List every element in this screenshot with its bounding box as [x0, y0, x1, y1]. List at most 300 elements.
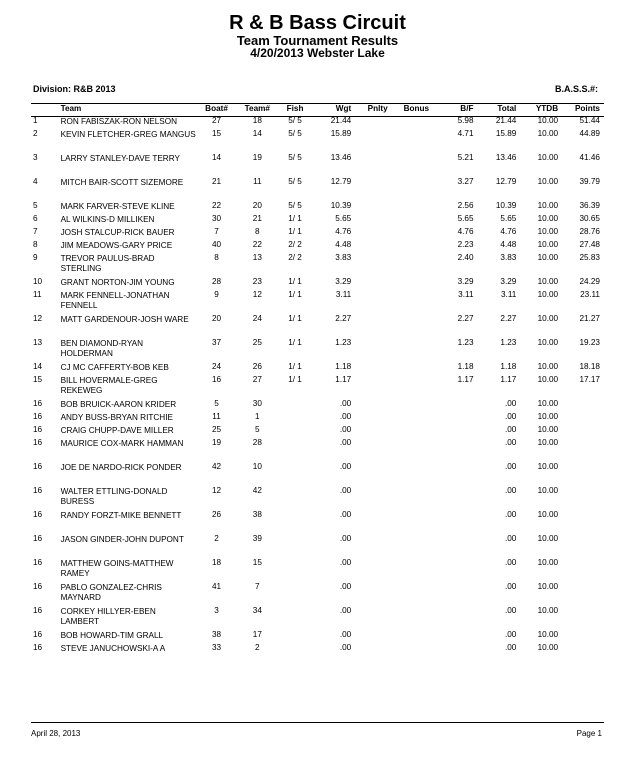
cell-place: 16 [33, 606, 43, 615]
cell-fish-count: 5/ 5 [288, 177, 302, 186]
cell-points [561, 630, 604, 643]
cell-fish-count: 2/ 2 [288, 253, 302, 262]
cell-total: 4.76 [500, 227, 517, 236]
table-row [31, 438, 604, 462]
cell-total: 3.11 [501, 290, 517, 299]
cell-penalty [357, 338, 398, 362]
division-label: Division: R&B 2013 [33, 84, 116, 94]
cell-ytdb: 10.00 [537, 582, 559, 591]
cell-team-name: PABLO GONZALEZ-CHRIS MAYNARD [60, 583, 162, 602]
cell-points [561, 643, 604, 656]
cell-boat-number: 30 [211, 214, 222, 223]
cell-boat-number: 28 [211, 277, 222, 286]
cell-boat-number: 3 [214, 606, 219, 615]
cell-big-fish [435, 462, 476, 486]
cell-place: 16 [33, 462, 43, 471]
cell-place: 9 [33, 253, 38, 262]
cell-boat-number: 7 [214, 227, 219, 236]
cell-team-number: 22 [252, 240, 262, 249]
cell-boat-number: 21 [211, 177, 222, 186]
cell-bonus [398, 253, 435, 277]
cell-penalty [357, 177, 398, 201]
cell-fish-count: 1/ 1 [288, 227, 302, 236]
table-row [31, 253, 604, 277]
cell-weight: .00 [339, 412, 352, 421]
cell-ytdb: 10.00 [537, 116, 559, 125]
cell-ytdb: 10.00 [537, 425, 559, 434]
cell-team-number: 5 [255, 425, 260, 434]
cell-weight: 5.65 [335, 214, 352, 223]
cell-team-number: 28 [252, 438, 262, 447]
cell-bonus [398, 606, 435, 630]
cell-big-fish: 1.23 [457, 338, 474, 347]
cell-fish-count [278, 558, 313, 582]
cell-points [561, 412, 604, 425]
table-row [31, 534, 604, 558]
cell-team-number: 21 [252, 214, 262, 223]
cell-team-name: MATT GARDENOUR-JOSH WARE [60, 315, 189, 324]
cell-weight: 3.29 [335, 277, 352, 286]
cell-team-number: 8 [255, 227, 260, 236]
cell-fish-count: 5/ 5 [288, 129, 302, 138]
cell-team-number: 26 [252, 362, 262, 371]
cell-penalty [357, 412, 398, 425]
table-row [31, 558, 604, 582]
cell-total: 15.89 [495, 129, 517, 138]
cell-total: 12.79 [495, 177, 517, 186]
cell-big-fish: 4.76 [457, 227, 474, 236]
cell-place: 16 [33, 582, 43, 591]
cell-team-name: MARK FENNELL-JONATHAN FENNELL [60, 291, 170, 310]
table-row [31, 177, 604, 201]
cell-team-number: 18 [252, 116, 262, 125]
cell-team-name: MARK FARVER-STEVE KLINE [60, 202, 175, 211]
cell-fish-count: 1/ 1 [288, 214, 302, 223]
cell-weight: 21.44 [330, 116, 352, 125]
cell-team-name: BEN DIAMOND-RYAN HOLDERMAN [60, 339, 144, 358]
cell-place: 13 [33, 338, 43, 347]
table-row [31, 214, 604, 227]
table-row [31, 375, 604, 399]
cell-big-fish [435, 630, 476, 643]
cell-penalty [357, 253, 398, 277]
cell-place: 1 [33, 116, 38, 125]
table-row [31, 240, 604, 253]
cell-weight: .00 [339, 486, 352, 495]
cell-place: 3 [33, 153, 38, 162]
cell-weight: .00 [339, 606, 352, 615]
cell-team-name: JIM MEADOWS-GARY PRICE [60, 241, 173, 250]
cell-fish-count [278, 510, 313, 534]
table-header-row [31, 104, 604, 116]
cell-points [561, 399, 604, 412]
cell-weight: 1.23 [335, 338, 352, 347]
cell-boat-number: 42 [211, 462, 222, 471]
cell-fish-count [278, 582, 313, 606]
cell-penalty [357, 116, 398, 129]
cell-ytdb: 10.00 [537, 510, 559, 519]
cell-team-number: 1 [255, 412, 260, 421]
cell-place: 5 [33, 201, 38, 210]
table-row [31, 277, 604, 290]
cell-ytdb: 10.00 [537, 253, 559, 262]
tournament-date-lake: 4/20/2013 Webster Lake [250, 46, 385, 60]
col-header-points: Points [574, 104, 600, 113]
cell-ytdb: 10.00 [537, 630, 559, 639]
cell-team-name: KEVIN FLETCHER-GREG MANGUS [60, 130, 196, 139]
cell-penalty [357, 227, 398, 240]
cell-ytdb: 10.00 [537, 486, 559, 495]
cell-team-number: 23 [252, 277, 262, 286]
cell-weight: .00 [339, 399, 352, 408]
cell-points [561, 534, 604, 558]
cell-ytdb: 10.00 [537, 240, 559, 249]
cell-fish-count [278, 486, 313, 510]
cell-weight: 15.89 [330, 129, 352, 138]
cell-weight: .00 [339, 425, 352, 434]
cell-team-name: JOSH STALCUP-RICK BAUER [60, 228, 175, 237]
cell-place: 16 [33, 438, 43, 447]
cell-ytdb: 10.00 [537, 227, 559, 236]
cell-boat-number: 5 [214, 399, 219, 408]
cell-points [561, 425, 604, 438]
cell-penalty [357, 558, 398, 582]
cell-bonus [398, 240, 435, 253]
cell-team-name: BILL HOVERMALE-GREG REKEWEG [60, 376, 158, 395]
cell-big-fish [435, 643, 476, 656]
cell-penalty [357, 425, 398, 438]
cell-ytdb: 10.00 [537, 338, 559, 347]
cell-fish-count: 1/ 1 [288, 338, 302, 347]
cell-ytdb: 10.00 [537, 314, 559, 323]
col-header-boat: Boat# [205, 104, 228, 113]
table-row [31, 643, 604, 656]
cell-big-fish [435, 606, 476, 630]
cell-total: 13.46 [495, 153, 517, 162]
cell-boat-number: 11 [212, 412, 221, 421]
cell-bonus [398, 314, 435, 338]
results-table [31, 104, 604, 656]
cell-total: .00 [504, 558, 517, 567]
cell-points: 21.27 [579, 314, 600, 323]
cell-bonus [398, 277, 435, 290]
col-header-bonus: Bonus [403, 104, 430, 113]
cell-points: 39.79 [579, 177, 600, 186]
cell-place: 16 [33, 399, 43, 408]
cell-big-fish: 2.23 [457, 240, 474, 249]
cell-place: 14 [33, 362, 43, 371]
cell-penalty [357, 129, 398, 153]
cell-team-name: JOE DE NARDO-RICK PONDER [60, 463, 182, 472]
cell-points: 24.29 [579, 277, 600, 286]
col-header-weight: Wgt [335, 104, 352, 113]
cell-points: 27.48 [579, 240, 600, 249]
cell-place: 15 [33, 375, 43, 384]
cell-team-name: CJ MC CAFFERTY-BOB KEB [60, 363, 169, 372]
cell-boat-number: 16 [211, 375, 222, 384]
cell-bonus [398, 177, 435, 201]
cell-weight: 12.79 [330, 177, 352, 186]
cell-boat-number: 37 [211, 338, 222, 347]
cell-bonus [398, 630, 435, 643]
cell-big-fish: 3.11 [458, 290, 474, 299]
cell-boat-number: 25 [211, 425, 222, 434]
cell-boat-number: 27 [211, 116, 222, 125]
footer-page-number: Page 1 [576, 729, 602, 738]
cell-weight: .00 [339, 438, 352, 447]
cell-boat-number: 20 [211, 314, 222, 323]
cell-fish-count [278, 438, 313, 462]
cell-team-name: CRAIG CHUPP-DAVE MILLER [60, 426, 174, 435]
cell-ytdb: 10.00 [537, 153, 559, 162]
cell-team-name: ANDY BUSS-BRYAN RITCHIE [60, 413, 173, 422]
cell-penalty [357, 486, 398, 510]
cell-team-number: 30 [252, 399, 262, 408]
table-row [31, 425, 604, 438]
cell-points: 25.83 [579, 253, 600, 262]
cell-fish-count: 1/ 1 [288, 375, 302, 384]
cell-weight: .00 [339, 582, 352, 591]
cell-big-fish: 2.56 [457, 201, 474, 210]
cell-total: 3.29 [500, 277, 517, 286]
cell-boat-number: 41 [211, 582, 222, 591]
cell-weight: .00 [339, 534, 352, 543]
cell-ytdb: 10.00 [537, 177, 559, 186]
footer-rule [31, 722, 604, 723]
cell-points: 41.46 [579, 153, 600, 162]
col-header-fish: Fish [286, 104, 304, 113]
cell-team-number: 20 [252, 201, 262, 210]
cell-team-number: 13 [252, 253, 262, 262]
cell-big-fish: 1.17 [457, 375, 474, 384]
cell-penalty [357, 606, 398, 630]
cell-team-number: 19 [252, 153, 262, 162]
cell-ytdb: 10.00 [537, 277, 559, 286]
table-row [31, 462, 604, 486]
cell-team-name: RANDY FORZT-MIKE BENNETT [60, 511, 182, 520]
cell-place: 16 [33, 412, 43, 421]
cell-team-number: 12 [252, 290, 262, 299]
cell-big-fish: 5.65 [457, 214, 474, 223]
cell-total: 1.17 [500, 375, 517, 384]
cell-weight: 3.11 [335, 290, 352, 299]
cell-total: .00 [504, 606, 517, 615]
cell-bonus [398, 116, 435, 129]
cell-points: 17.17 [579, 375, 600, 384]
cell-points [561, 582, 604, 606]
cell-fish-count: 1/ 1 [288, 314, 302, 323]
cell-bonus [398, 214, 435, 227]
cell-team-name: BOB BRUICK-AARON KRIDER [60, 400, 177, 409]
cell-team-name: MAURICE COX-MARK HAMMAN [60, 439, 184, 448]
cell-fish-count: 5/ 5 [288, 116, 302, 125]
cell-ytdb: 10.00 [537, 399, 559, 408]
cell-place: 16 [33, 643, 43, 652]
cell-bonus [398, 338, 435, 362]
cell-penalty [357, 510, 398, 534]
cell-total: .00 [504, 534, 517, 543]
cell-big-fish: 2.27 [457, 314, 474, 323]
cell-big-fish [435, 510, 476, 534]
cell-fish-count [278, 412, 313, 425]
cell-team-name: WALTER ETTLING-DONALD BURESS [60, 487, 168, 506]
cell-big-fish: 2.40 [457, 253, 474, 262]
cell-team-name: LARRY STANLEY-DAVE TERRY [60, 154, 180, 163]
cell-team-name: BOB HOWARD-TIM GRALL [60, 631, 164, 640]
cell-bonus [398, 201, 435, 214]
cell-total: 3.83 [500, 253, 517, 262]
cell-fish-count: 2/ 2 [288, 240, 302, 249]
report-title: R & B Bass Circuit [229, 12, 406, 34]
bass-number-label: B.A.S.S.#: [554, 84, 598, 94]
cell-bonus [398, 362, 435, 375]
cell-penalty [357, 462, 398, 486]
cell-fish-count [278, 630, 313, 643]
cell-boat-number: 33 [211, 643, 222, 652]
col-header-team: Team [60, 104, 82, 113]
cell-boat-number: 38 [211, 630, 222, 639]
cell-fish-count: 1/ 1 [288, 277, 302, 286]
cell-boat-number: 18 [211, 558, 222, 567]
cell-points: 36.39 [579, 201, 600, 210]
cell-boat-number: 26 [211, 510, 222, 519]
cell-bonus [398, 558, 435, 582]
cell-weight: 2.27 [335, 314, 352, 323]
col-header-penalty: Pnlty [367, 104, 388, 113]
table-row [31, 412, 604, 425]
header-rule-bottom [31, 116, 604, 117]
cell-team-number: 11 [253, 177, 262, 186]
cell-boat-number: 2 [214, 534, 219, 543]
cell-team-name: RON FABISZAK-RON NELSON [60, 117, 178, 126]
cell-place: 16 [33, 510, 43, 519]
cell-total: .00 [504, 582, 517, 591]
table-row [31, 606, 604, 630]
cell-penalty [357, 201, 398, 214]
cell-total: 21.44 [495, 116, 517, 125]
cell-ytdb: 10.00 [537, 290, 559, 299]
cell-place: 10 [33, 277, 43, 286]
cell-points [561, 438, 604, 462]
cell-points: 19.23 [579, 338, 600, 347]
cell-penalty [357, 438, 398, 462]
cell-bonus [398, 399, 435, 412]
cell-fish-count: 1/ 1 [288, 362, 302, 371]
cell-place: 4 [33, 177, 38, 186]
cell-bonus [398, 153, 435, 177]
cell-ytdb: 10.00 [537, 462, 559, 471]
cell-weight: 3.83 [335, 253, 352, 262]
cell-team-name: STEVE JANUCHOWSKI-A A [60, 644, 166, 653]
cell-weight: .00 [339, 558, 352, 567]
cell-points [561, 486, 604, 510]
cell-place: 16 [33, 534, 43, 543]
cell-fish-count: 1/ 1 [288, 290, 302, 299]
cell-bonus [398, 462, 435, 486]
cell-bonus [398, 643, 435, 656]
table-row [31, 227, 604, 240]
cell-boat-number: 22 [211, 201, 222, 210]
col-header-place [31, 104, 61, 116]
cell-total: 10.39 [495, 201, 517, 210]
cell-team-number: 38 [252, 510, 262, 519]
cell-total: .00 [504, 399, 517, 408]
cell-big-fish: 1.18 [457, 362, 474, 371]
cell-bonus [398, 438, 435, 462]
cell-fish-count [278, 606, 313, 630]
cell-points [561, 558, 604, 582]
cell-points: 30.65 [579, 214, 600, 223]
cell-ytdb: 10.00 [537, 643, 559, 652]
cell-penalty [357, 362, 398, 375]
cell-big-fish: 4.71 [457, 129, 474, 138]
cell-team-number: 34 [252, 606, 262, 615]
cell-penalty [357, 534, 398, 558]
cell-bonus [398, 534, 435, 558]
cell-boat-number: 15 [211, 129, 222, 138]
cell-total: .00 [504, 643, 517, 652]
cell-team-number: 17 [252, 630, 262, 639]
cell-team-name: MATTHEW GOINS-MATTHEW RAMEY [60, 559, 174, 578]
cell-points [561, 510, 604, 534]
col-header-team-number: Team# [244, 104, 270, 113]
cell-big-fish: 5.98 [457, 116, 474, 125]
cell-place: 6 [33, 214, 38, 223]
cell-penalty [357, 290, 398, 314]
table-row [31, 510, 604, 534]
cell-weight: .00 [339, 630, 352, 639]
report-subtitle: Team Tournament Results [236, 33, 399, 48]
cell-team-name: AL WILKINS-D MILLIKEN [60, 215, 155, 224]
cell-team-number: 14 [252, 129, 262, 138]
cell-weight: .00 [339, 510, 352, 519]
table-row [31, 129, 604, 153]
cell-penalty [357, 375, 398, 399]
cell-fish-count: 5/ 5 [288, 153, 302, 162]
cell-team-number: 15 [252, 558, 262, 567]
cell-bonus [398, 412, 435, 425]
cell-team-number: 39 [252, 534, 262, 543]
cell-bonus [398, 425, 435, 438]
cell-total: 1.23 [500, 338, 517, 347]
cell-points [561, 462, 604, 486]
cell-big-fish [435, 412, 476, 425]
cell-boat-number: 19 [211, 438, 222, 447]
cell-penalty [357, 582, 398, 606]
cell-points: 51.44 [579, 116, 600, 125]
cell-weight: 1.17 [335, 375, 352, 384]
cell-ytdb: 10.00 [537, 438, 559, 447]
cell-penalty [357, 153, 398, 177]
table-row [31, 153, 604, 177]
cell-place: 12 [33, 314, 43, 323]
cell-total: .00 [504, 425, 517, 434]
cell-penalty [357, 240, 398, 253]
cell-total: 1.18 [500, 362, 517, 371]
cell-big-fish [435, 558, 476, 582]
cell-weight: .00 [339, 643, 352, 652]
cell-team-number: 42 [252, 486, 262, 495]
cell-team-number: 10 [252, 462, 262, 471]
cell-points: 23.11 [580, 290, 600, 299]
cell-total: .00 [504, 438, 517, 447]
cell-points: 44.89 [579, 129, 600, 138]
table-row [31, 201, 604, 214]
cell-bonus [398, 290, 435, 314]
cell-total: .00 [504, 412, 517, 421]
cell-team-name: CORKEY HILLYER-EBEN LAMBERT [60, 607, 156, 626]
cell-boat-number: 14 [211, 153, 222, 162]
